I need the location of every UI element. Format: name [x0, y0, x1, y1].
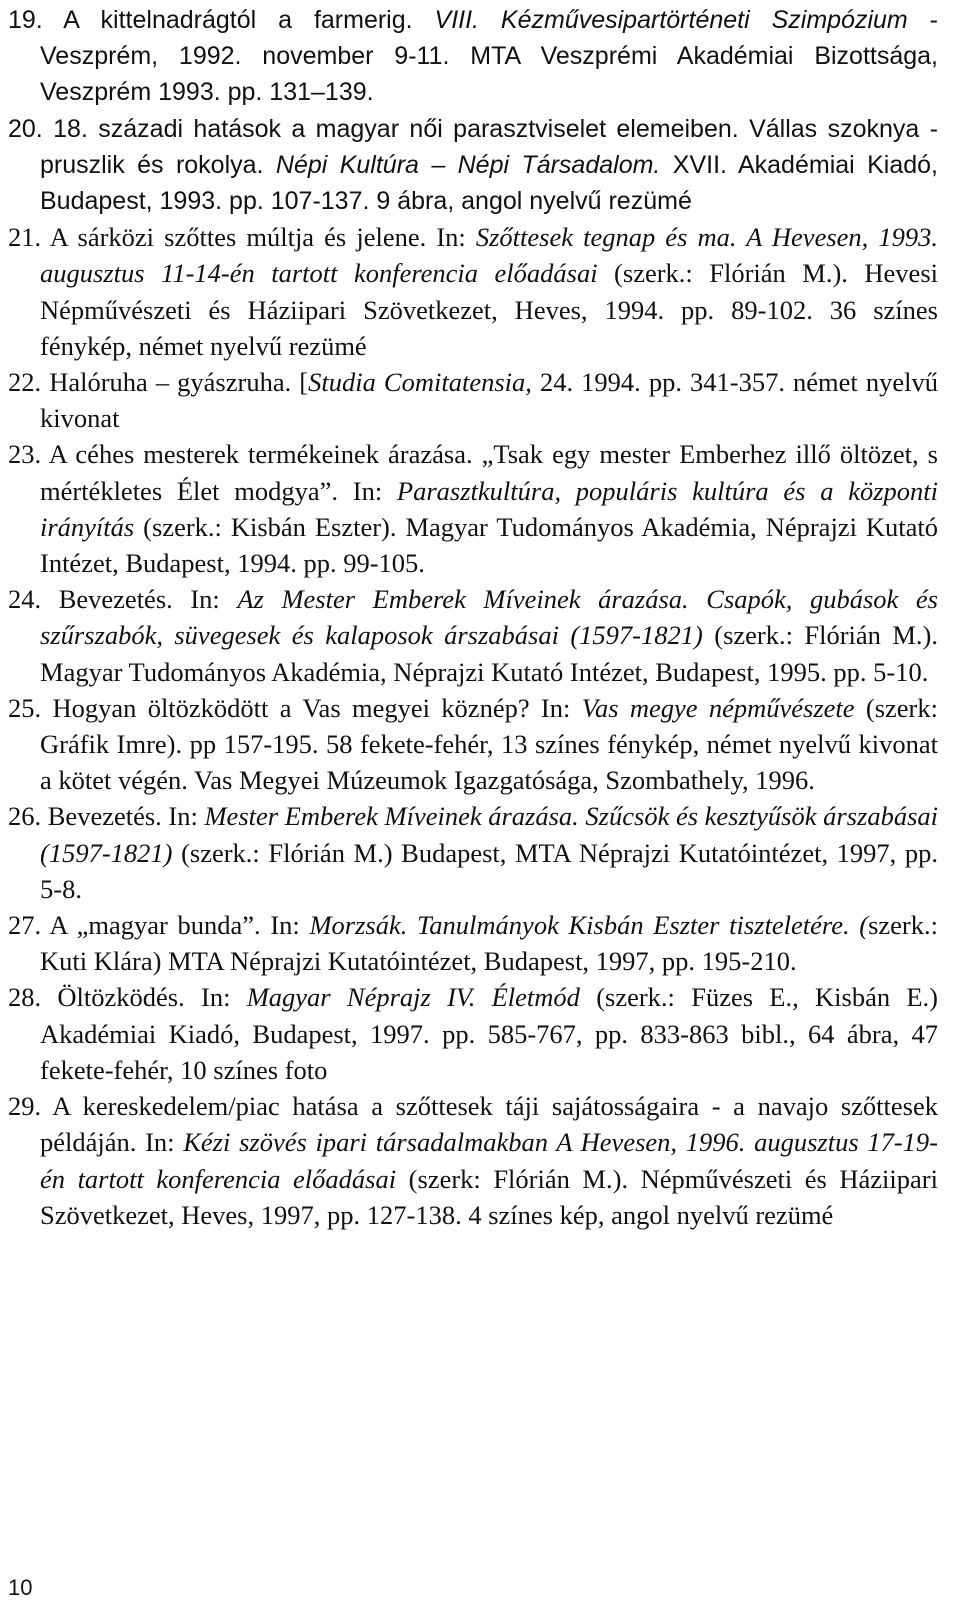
bibliography-entry: [8, 2, 938, 111]
entry-text: (szerk: Flórián M.). Népművészeti és Háziipari Szövetkezet, Heves, 1997, pp. 127-138. 4 színes kép, angol nyelvű rezümé: [40, 1163, 938, 1230]
entry-italic-text: Morzsák. Tanulmányok Kisbán Eszter tiszteletére. (: [309, 910, 869, 941]
entry-italic-text: VIII. Kézművesipartörténeti Szimpózium: [434, 6, 908, 34]
entry-text: 23. A céhes mesterek termékeinek árazása. „Tsak egy mester Emberhez illő öltözet, s mértékletes Élet modgya”. In:: [8, 439, 938, 506]
entry-text: (szerk: Gráfik Imre). pp 157-195. 58 fekete-fehér, 13 színes fénykép, német nyelvű kivonat a kötet végén. Vas Megyei Múzeumok Igazgatósága, Szombathely, 1996.: [40, 692, 938, 796]
entry-italic-text: Vas megye népművészete: [581, 692, 855, 723]
entry-italic-text: Népi Kultúra – Népi Társadalom.: [275, 150, 661, 179]
entry-text: 25. Hogyan öltözködött a Vas megyei köznép? In:: [8, 692, 582, 723]
bibliography-entry: [8, 581, 938, 690]
entry-text: 20. 18. századi hatások a magyar női parasztviselet elemeiben. Vállas szoknya - pruszlik és rokolya.: [8, 114, 938, 179]
entry-italic-text: Szőttesek tegnap és ma. A Hevesen, 1993. augusztus 11-14-én tartott konferencia előadásai: [40, 222, 938, 289]
entry-text: 24. Bevezetés. In:: [8, 584, 238, 615]
entry-text: 22. Halóruha – gyászruha. [: [8, 367, 309, 398]
entry-text: XVII. Akadémiai Kiadó, Budapest, 1993. pp. 107-137. 9 ábra, angol nyelvű rezümé: [40, 150, 938, 216]
entry-italic-text: Magyar Néprajz IV. Életmód: [246, 982, 580, 1013]
entry-italic-text: Kézi szövés ipari társadalmakban A Hevesen, 1996. augusztus 17-19-én tartott konferencia előadásai: [40, 1127, 938, 1194]
entry-text: (szerk.: Füzes E., Kisbán E.) Akadémiai Kiadó, Budapest, 1997. pp. 585-767, pp. 833-863 bibl., 64 ábra, 47 fekete-fehér, 10 színes foto: [40, 982, 939, 1085]
bibliography-entry: [8, 798, 938, 907]
bibliography-entry: [8, 364, 938, 436]
entry-text: (szerk.: Flórián M.). Hevesi Népművészeti és Háziipari Szövetkezet, Heves, 1994. pp. 89-102. 36 színes fénykép, német nyelvű rezümé: [40, 258, 938, 361]
bibliography-entry: [8, 436, 938, 581]
entry-italic-text: Mester Emberek Míveinek árazása. Szűcsök és kesztyűsök árszabásai (1597-1821): [40, 801, 938, 868]
entry-text: 28. Öltözködés. In:: [8, 982, 247, 1013]
bibliography-entry: [8, 907, 938, 979]
entry-text: 19. A kittelnadrágtól a farmerig.: [8, 6, 435, 34]
entry-text: 27. A „magyar bunda”. In:: [8, 910, 310, 941]
bibliography-entry: [8, 979, 938, 1088]
entry-text: (szerk.: Flórián M.). Magyar Tudományos Akadémia, Néprajzi Kutató Intézet, Budapest, 1995. pp. 5-10.: [40, 620, 938, 687]
entry-italic-text: Studia Comitatensia,: [308, 367, 532, 398]
bibliography-entry: [8, 219, 938, 364]
entry-text: 21. A sárközi szőttes múltja és jelene. In:: [8, 222, 476, 253]
bibliography-entry: [8, 690, 938, 799]
entry-text: 29. A kereskedelem/piac hatása a szőttesek táji sajátosságaira - a navajo szőttesek példáján. In:: [8, 1091, 938, 1158]
entry-italic-text: Parasztkultúra, populáris kultúra és a központi irányítás: [40, 475, 938, 542]
entry-italic-text: Az Mester Emberek Míveinek árazása. Csapók, gubások és szűrszabók, süvegesek és kalaposok árszabásai (1597-1821): [40, 584, 938, 651]
entry-text: - Veszprém, 1992. november 9-11. MTA Veszprémi Akadémiai Bizottsága, Veszprém 1993. pp. 131–139.: [40, 6, 938, 107]
bibliography-entry: [8, 1088, 938, 1233]
entry-text: 24. 1994. pp. 341-357. német nyelvű kivonat: [40, 367, 938, 434]
bibliography-entry: [8, 111, 938, 220]
entry-text: (szerk.: Flórián M.) Budapest, MTA Néprajzi Kutatóintézet, 1997, pp. 5-8.: [40, 837, 938, 904]
page-number: 10: [8, 1575, 33, 1600]
entry-text: (szerk.: Kisbán Eszter). Magyar Tudományos Akadémia, Néprajzi Kutató Intézet, Budapest, 1994. pp. 99-105.: [40, 511, 938, 579]
entry-text: 26. Bevezetés. In:: [8, 801, 205, 832]
bibliography-list: [8, 0, 938, 1233]
entry-text: szerk.: Kuti Klára) MTA Néprajzi Kutatóintézet, Budapest, 1997, pp. 195-210.: [40, 910, 938, 977]
